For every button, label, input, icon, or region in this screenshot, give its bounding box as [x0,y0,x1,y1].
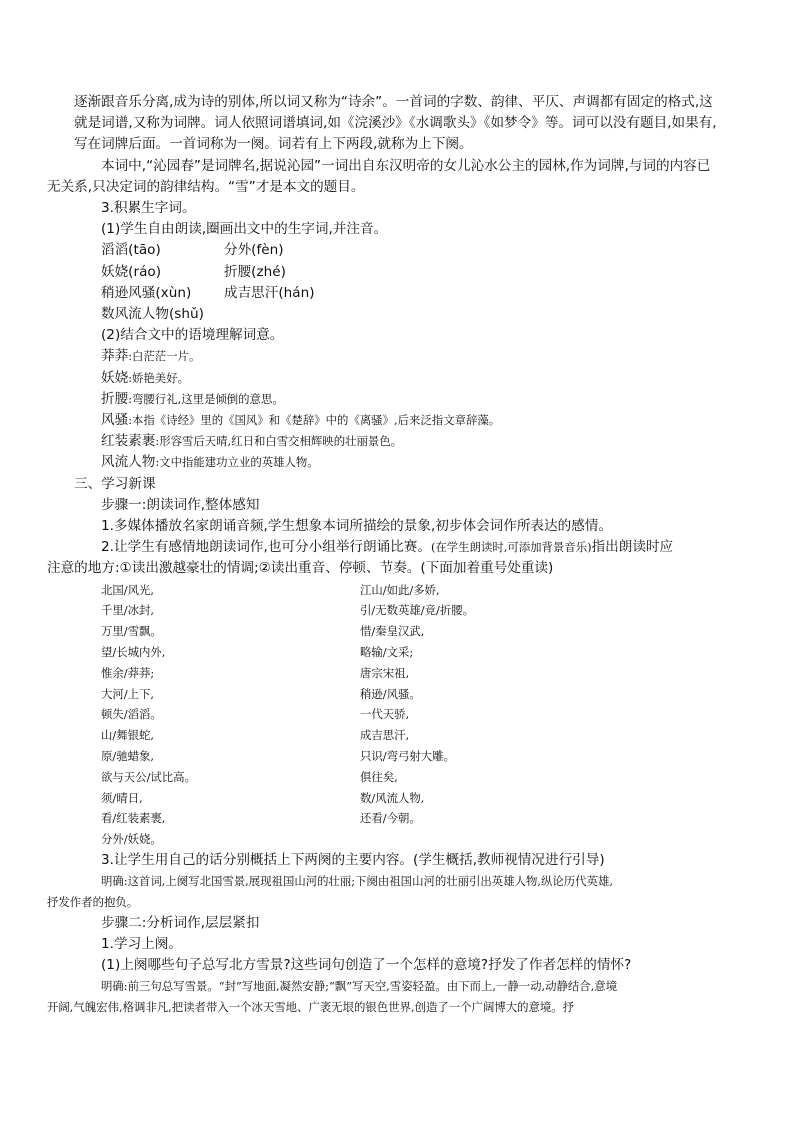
poem-line-upper: 万里/雪飘。 [101,624,162,639]
poem-row [101,684,740,705]
poem-line-lower: 一代天骄, [360,707,410,722]
def-text: :白茫茫一片。 [128,349,201,364]
vocab-word: 妖娆(ráo) [101,263,162,280]
poem-row [101,580,740,601]
poem-line-lower: 稍逊/风骚。 [360,686,421,701]
poem-line-upper: 原/驰蜡象, [101,749,155,764]
poem-line-lower: 略输/文采; [360,645,414,660]
text-line: 开阔,气魄宏伟,格调非凡,把读者带入一个冰天雪地、广袤无垠的银色世界,创造了一个广阔博大的意境。抒 [47,1000,575,1015]
poem-line-upper: 欲与天公/试比高。 [101,769,196,784]
step-text: 2.让学生有感情地朗读词作,也可分小组举行朗诵比赛。 [101,539,431,556]
paragraph-qinyuanchun [47,156,740,198]
poem-reading-guide [101,580,740,850]
step-item [47,537,740,579]
def-text: :本指《诗经》里的《国风》和《楚辞》中的《离骚》,后来泛指文章辞藻。 [128,413,501,428]
poem-line-lower: 惜/秦皇汉武, [360,624,425,639]
def-term: 折腰 [101,390,129,407]
poem-row [101,808,740,829]
poem-line-lower: 引/无数英雄/竞/折腰。 [360,603,475,618]
step-item: 3.让学生用自己的话分别概括上下两阕的主要内容。(学生概括,教师视情况进行引导) [101,852,605,869]
poem-row [101,767,740,788]
vocab-row [101,240,740,261]
poem-line-upper: 山/舞银蛇, [101,728,155,743]
vocab-word: 稍逊风骚(xùn) [101,284,192,301]
poem-row [101,621,740,642]
poem-row [101,829,740,850]
answer-paragraph [47,976,740,1018]
poem-line-upper: 看/红装素裹, [101,811,166,826]
definition-item [74,368,740,389]
step-heading: 步骤二:分析词作,层层紧扣 [101,914,260,931]
poem-line-lower: 江山/如此/多娇, [360,582,440,597]
step-text: 指出朗读时应 [591,539,674,556]
def-term: 妖娆 [101,369,129,386]
section-heading: 三、学习新课 [74,475,156,492]
text-line: 抒发作者的抱负。 [47,895,139,910]
definition-item [74,389,740,410]
question: (1)上阕哪些句子总写北方雪景?这些词句创造了一个怎样的意境?抒发了作者怎样的情怀? [101,957,632,974]
poem-line-upper: 大河/上下, [101,686,155,701]
step-item: 1.学习上阕。 [101,936,182,953]
answer-paragraph [47,871,740,913]
vocab-instruction: (1)学生自由朗读,圈画出文中的生字词,并注音。 [101,221,388,238]
poem-line-lower: 只识/弯弓射大雕。 [360,749,455,764]
definition-item [74,410,740,431]
poem-line-upper: 北国/风光, [101,582,155,597]
vocab-word: 折腰(zhé) [224,263,286,280]
poem-line-lower: 数/风流人物, [360,790,425,805]
def-text: :文中指能建功立业的英雄人物。 [155,455,319,470]
definition-item [74,431,740,452]
step-note: (在学生朗读时,可添加背景音乐) [430,540,592,555]
vocab-word: 滔滔(tāo) [101,242,161,259]
def-term: 红装素裹 [101,433,156,450]
poem-row [101,788,740,809]
poem-row [101,725,740,746]
paragraph-ci-origin [74,92,740,156]
poem-line-lower: 唐宗宋祖, [360,665,410,680]
vocab-row [101,283,740,304]
text-line: 明确:这首词,上阕写北国雪景,展现祖国山河的壮丽;下阕由祖国山河的壮丽引出英雄人物,纵论历代英雄, [101,874,613,889]
poem-row [101,663,740,684]
definition-item [74,452,740,473]
text-line: 写在词牌后面。一首词称为一阕。词若有上下两段,就称为上下阕。 [74,136,473,153]
vocab-word: 数风流人物(shǔ) [101,306,204,323]
vocab-row [101,262,740,283]
poem-line-upper: 顿失/滔滔。 [101,707,162,722]
poem-line-lower: 俱往矣, [360,769,398,784]
text-line: 逐渐跟音乐分离,成为诗的别体,所以词又称为“诗余”。一首词的字数、韵律、平仄、声调都有固定的格式,这 [74,94,713,110]
step-heading: 步骤一:朗读词作,整体感知 [101,496,260,513]
vocab-word: 成吉思汗(hán) [224,284,315,301]
context-instruction: (2)结合文中的语境理解词意。 [101,327,284,344]
poem-row [101,642,740,663]
def-term: 风流人物 [101,454,156,471]
poem-line-upper: 须/晴日, [101,790,143,805]
def-text: :形容雪后天晴,红日和白雪交相辉映的壮丽景色。 [155,434,403,449]
poem-line-upper: 分外/妖娆。 [101,832,162,847]
def-text: :娇艳美好。 [128,370,189,385]
poem-line-upper: 惟余/莽莽; [101,665,155,680]
vocab-row [101,304,740,325]
poem-line-upper: 千里/冰封, [101,603,155,618]
text-line: 本词中,“沁园春”是词牌名,据说沁园”一词出自东汉明帝的女儿沁水公主的园林,作为词牌,与词的内容已 [101,157,711,174]
poem-line-lower: 成吉思汗, [360,728,410,743]
text-line: 就是词谱,又称为词牌。词人依照词谱填词,如《浣溪沙》《水调歌头》《如梦令》等。词可以没有题目,如果有, [74,115,717,132]
heading-vocab: 3.积累生字词。 [101,200,196,217]
def-text: :弯腰行礼,这里是倾倒的意思。 [128,391,284,406]
poem-line-lower: 还看/今朝。 [360,811,421,826]
step-item: 1.多媒体播放名家朗诵音频,学生想象本词所描绘的景象,初步体会词作所表达的感情。 [101,518,612,535]
poem-row [101,704,740,725]
text-line: 无关系,只决定词的韵律结构。“雪”才是本文的题目。 [47,178,365,195]
poem-row [101,746,740,767]
poem-line-upper: 望/长城内外, [101,645,166,660]
definition-item [74,346,740,367]
text-line: 明确:前三句总写雪景。“封”写地面,凝然安静;“飘”写天空,雪姿轻盈。由下而上,一静一动,动静结合,意境 [101,979,618,994]
def-term: 莽莽 [101,348,129,365]
document-body [47,92,740,1018]
vocab-word: 分外(fèn) [224,242,284,259]
def-term: 风骚 [101,412,129,429]
step-text: 注意的地方:①读出激越豪壮的情调;②读出重音、停顿、节奏。(下面加着重号处重读) [47,560,554,577]
poem-row [101,600,740,621]
